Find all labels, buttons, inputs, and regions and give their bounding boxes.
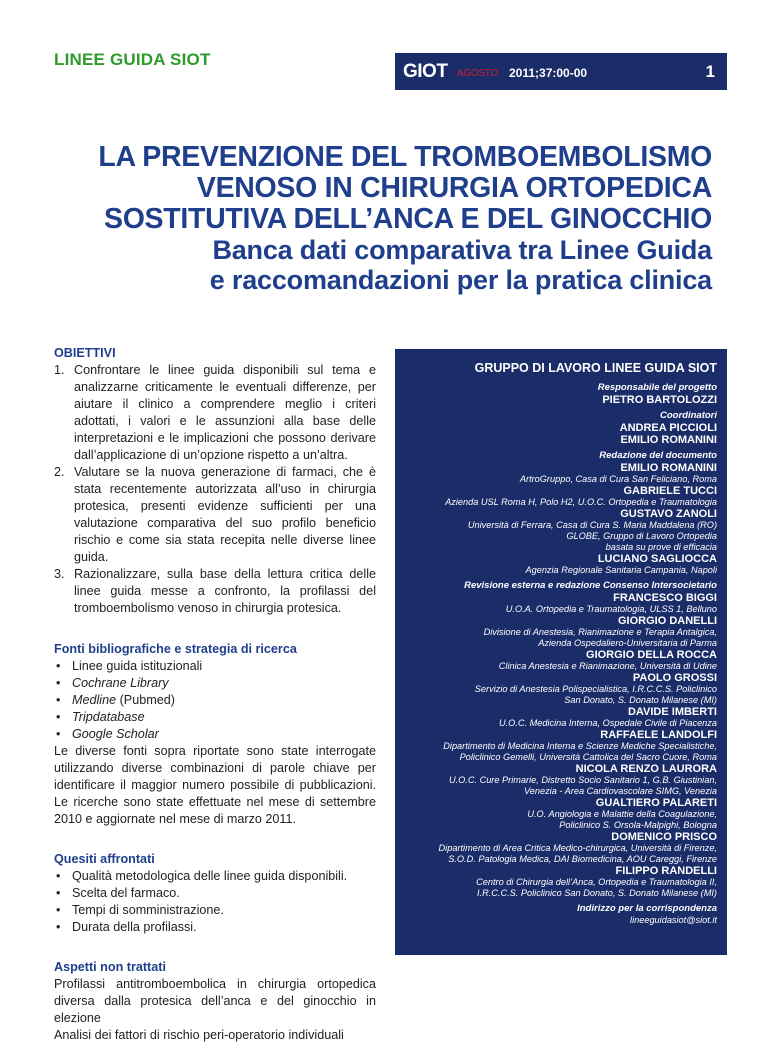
subtitle-line: Banca dati comparativa tra Linee Guida	[212, 235, 712, 265]
member-name: PIETRO BARTOLOZZI	[602, 394, 717, 406]
member-name: GUALTIERO PALARETI	[595, 797, 717, 809]
bullet-icon: •	[56, 869, 61, 883]
item-text: Tempi di somministrazione.	[72, 903, 224, 917]
issue-reference: 2011;37:00-00	[509, 66, 588, 80]
obiettivi-heading: OBIETTIVI	[54, 346, 116, 360]
role-label: Responsabile del progetto	[597, 382, 717, 393]
page-number: 1	[705, 62, 715, 81]
affiliation: ArtroGruppo, Casa di Cura San Feliciano, Roma	[519, 474, 717, 484]
affiliation: Dipartimento di Area Critica Medico-chirurgica, Università di Firenze,	[438, 843, 717, 853]
bullet-icon: •	[56, 710, 61, 724]
affiliation: Clinica Anestesia e Rianimazione, Università di Udine	[498, 661, 717, 671]
working-group-box	[395, 349, 727, 955]
item-text: Durata della profilassi.	[72, 920, 197, 934]
member-name: GABRIELE TUCCI	[623, 485, 717, 497]
affiliation: Dipartimento di Medicina Interna e Scienze Mediche Specialistiche,	[443, 741, 717, 751]
member-name: DOMENICO PRISCO	[611, 831, 717, 843]
item-number: 1.	[54, 363, 65, 377]
bullet-icon: •	[56, 727, 61, 741]
affiliation: S.O.D. Patologia Medica, DAI Biomedicina, AOU Careggi, Firenze	[448, 854, 717, 864]
role-label: Indirizzo per la corrispondenza	[577, 903, 717, 914]
bullet-icon: •	[56, 886, 61, 900]
affiliation: lineeguidasiot@siot.it	[630, 915, 717, 925]
affiliation: San Donato, S. Donato Milanese (MI)	[564, 695, 717, 705]
affiliation: Servizio di Anestesia Polispecialistica, I.R.C.C.S. Policlinico	[474, 684, 717, 694]
member-name: ANDREA PICCIOLI	[619, 422, 717, 434]
bullet-icon: •	[56, 903, 61, 917]
member-name: EMILIO ROMANINI	[620, 434, 717, 446]
member-name: FILIPPO RANDELLI	[615, 865, 717, 877]
affiliation: Università di Ferrara, Casa di Cura S. Maria Maddalena (RO)	[467, 520, 717, 530]
list-item	[54, 885, 376, 902]
list-item	[54, 566, 376, 617]
subtitle-line: e raccomandazioni per la pratica clinica	[209, 265, 712, 295]
item-text: Google Scholar	[72, 727, 159, 741]
affiliation: U.O.C. Medicina Interna, Ospedale Civile di Piacenza	[498, 718, 717, 728]
member-name: GIORGIO DANELLI	[618, 615, 717, 627]
item-text: Linee guida istituzionali	[72, 659, 203, 673]
role-label: Revisione esterna e redazione Consenso Intersocietario	[464, 580, 717, 591]
item-text: Valutare se la nuova generazione di farmaci, che è stata recentemente autorizzata all’uso in chirurgia protesica, presenti evidenze sufficienti per una valutazione comparativa del suo profilo beneficio rischio e come sia stata recepita nelle diverse linee guida.	[74, 465, 376, 564]
title-line: LA PREVENZIONE DEL TROMBOEMBOLISMO	[98, 141, 712, 173]
role-label: Coordinatori	[660, 410, 717, 421]
article-title	[72, 142, 712, 295]
affiliation: I.R.C.C.S. Policlinico San Donato, S. Donato Milanese (MI)	[477, 888, 717, 898]
fonti-paragraph: Le diverse fonti sopra riportate sono state interrogate utilizzando diverse combinazioni di parole chiave per identificare il maggior numero possibile di pubblicazioni. Le ricerche sono state effettuate nel mese di settembre 2010 e aggiornate nel mese di marzo 2011.	[54, 744, 376, 826]
aspetti-line: Profilassi antitromboembolica in chirurgia ortopedica diversa dalla protesica dell’anca e del ginocchio in elezione	[54, 977, 376, 1025]
affiliation: Agenzia Regionale Sanitaria Campania, Napoli	[525, 565, 717, 575]
affiliation: Policlinico S. Orsola-Malpighi, Bologna	[559, 820, 717, 830]
title-line: VENOSO IN CHIRURGIA ORTOPEDICA	[196, 172, 712, 204]
item-text: Cochrane Library	[72, 676, 169, 690]
journal-name: GIOT	[403, 61, 448, 82]
list-item	[54, 709, 376, 726]
fonti-heading: Fonti bibliografiche e strategia di ricerca	[54, 642, 297, 656]
affiliation: U.O.A. Ortopedia e Traumatologia, ULSS 1, Belluno	[505, 604, 717, 614]
affiliation: Centro di Chirurgia dell’Anca, Ortopedia e Traumatologia II,	[476, 877, 717, 887]
bullet-icon: •	[56, 920, 61, 934]
title-line: SOSTITUTIVA DELL’ANCA E DEL GINOCCHIO	[103, 203, 712, 235]
member-name: RAFFAELE LANDOLFI	[600, 729, 717, 741]
member-name: GUSTAVO ZANOLI	[620, 508, 717, 520]
affiliation: Policlinico Gemelli, Università Cattolica del Sacro Cuore, Roma	[459, 752, 717, 762]
affiliation: Divisione di Anestesia, Rianimazione e Terapia Antalgica,	[483, 627, 717, 637]
list-item	[54, 868, 376, 885]
working-group-entries	[405, 382, 717, 926]
section-label: LINEE GUIDA SIOT	[54, 50, 211, 69]
affiliation: GLOBE, Gruppo di Lavoro Ortopedia	[566, 531, 717, 541]
affiliation: basata su prove di efficacia	[605, 542, 717, 552]
obiettivi-list	[54, 362, 376, 617]
list-item	[54, 362, 376, 464]
list-item	[54, 919, 376, 936]
list-item	[54, 658, 376, 675]
member-name: PAOLO GROSSI	[632, 672, 717, 684]
issue-month: AGOSTO	[457, 68, 498, 79]
item-number: 2.	[54, 465, 65, 479]
item-text: Confrontare le linee guida disponibili sul tema e analizzarne criticamente le eventuali differenze, per aiutare il clinico a comprendere meglio i criteri adottati, i valori e le assunzioni alla base delle interpretazioni e le implicazioni che possono derivare dall’applicazione di un’opzione rispetto a un’altra.	[74, 363, 376, 462]
affiliation: Azienda USL Roma H, Polo H2, U.O.C. Ortopedia e Traumatologia	[445, 497, 717, 507]
item-number: 3.	[54, 567, 65, 581]
affiliation: Venezia - Area Cardiovascolare SIMG, Venezia	[523, 786, 717, 796]
role-label: Redazione del documento	[599, 450, 717, 461]
working-group-title: GRUPPO DI LAVORO LINEE GUIDA SIOT	[474, 361, 717, 375]
left-column	[54, 345, 376, 1044]
item-text: Medline	[72, 693, 117, 707]
affiliation: U.O. Angiologia e Malattie della Coagulazione,	[527, 809, 717, 819]
list-item	[54, 464, 376, 566]
journal-header-bar	[395, 53, 727, 90]
list-item	[54, 675, 376, 692]
list-item	[54, 692, 376, 709]
member-name: GIORGIO DELLA ROCCA	[586, 649, 717, 661]
bullet-icon: •	[56, 693, 61, 707]
affiliation: Azienda Ospedaliero-Universitaria di Parma	[538, 638, 717, 648]
item-text: Scelta del farmaco.	[72, 886, 180, 900]
aspetti-heading: Aspetti non trattati	[54, 960, 166, 974]
member-name: NICOLA RENZO LAURORA	[575, 763, 717, 775]
item-extra: (Pubmed)	[116, 693, 175, 707]
item-text: Razionalizzare, sulla base della lettura critica delle linee guida messe a confronto, la profilassi del tromboembolismo venoso in chirurgia protesica.	[74, 567, 376, 615]
member-name: EMILIO ROMANINI	[620, 462, 717, 474]
fonti-list	[54, 658, 376, 743]
member-name: LUCIANO SAGLIOCCA	[597, 553, 717, 565]
aspetti-line: Analisi dei fattori di rischio peri-operatorio individuali	[54, 1028, 344, 1042]
quesiti-heading: Quesiti affrontati	[54, 852, 155, 866]
member-name: DAVIDE IMBERTI	[627, 706, 717, 718]
bullet-icon: •	[56, 659, 61, 673]
member-name: FRANCESCO BIGGI	[613, 592, 717, 604]
item-text: Tripdatabase	[72, 710, 145, 724]
bullet-icon: •	[56, 676, 61, 690]
quesiti-list	[54, 868, 376, 936]
affiliation: U.O.C. Cure Primarie, Distretto Socio Sanitario 1, G.B. Giustinian,	[448, 775, 717, 785]
item-text: Qualità metodologica delle linee guida disponibili.	[72, 869, 348, 883]
list-item	[54, 726, 376, 743]
list-item	[54, 902, 376, 919]
